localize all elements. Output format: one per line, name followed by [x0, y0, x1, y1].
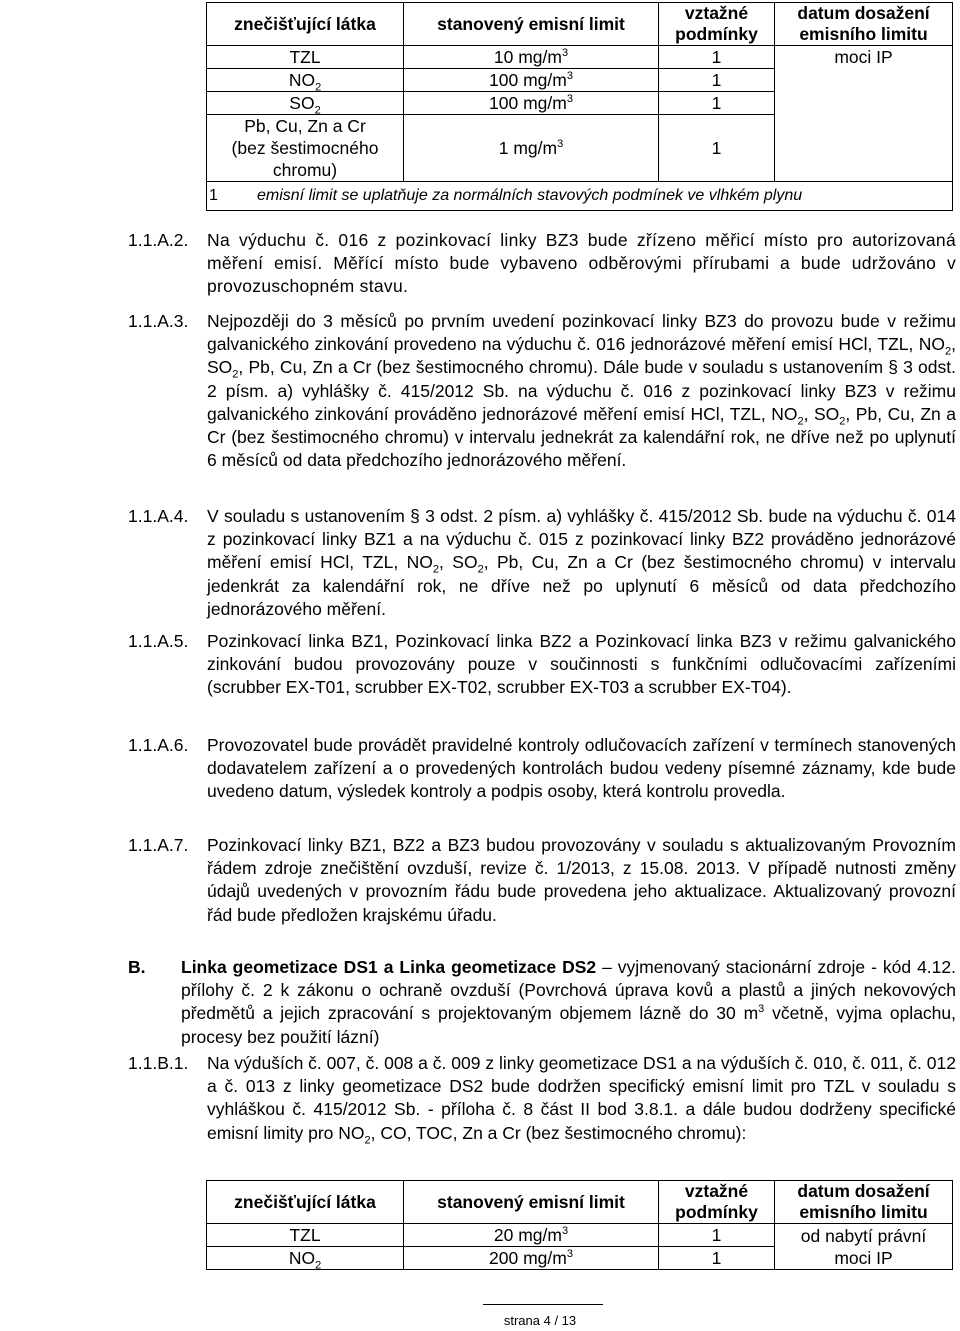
header-pollutant: znečišťující látka [207, 3, 404, 46]
pollutant-cell: $SO_2$ [207, 92, 404, 115]
section-letter: B. [128, 957, 146, 977]
table-row [207, 69, 953, 92]
deadline-cell: moci IP [775, 46, 953, 69]
item-text: Pozinkovací linka BZ1, Pozinkovací linka BZ2 a Pozinkovací linka BZ3 v režimu galvanického zinkování budou provozovány pouze v součinnosti s funkčními odlučovacími zařízeními (scrubber EX-T01, scrubber EX-T02, scrubber EX-T03 a scrubber EX-T04). [207, 631, 956, 698]
item-number: 1.1.A.2. [128, 230, 189, 250]
pollutant-cell: Pb, Cu, Zn a Cr (bez šestimocného chromu) [207, 115, 404, 182]
item-number: 1.1.A.6. [128, 735, 189, 755]
limit-cell: 200 $mg/m^3$ [404, 1247, 659, 1270]
header-conditions: vztažné podmínky [659, 1181, 775, 1224]
page-number: strana 4 / 13 [503, 1313, 577, 1328]
condition-item-1-1-a-2 [128, 229, 958, 299]
table-row [207, 1224, 953, 1247]
condition-item-1-1-a-5 [128, 630, 958, 700]
conditions-cell: 1 [659, 69, 775, 92]
conditions-cell: 1 [659, 46, 775, 69]
table-footnote-row [207, 182, 953, 211]
condition-item-1-1-a-3 [128, 310, 958, 472]
pollutant-cell: $NO_2$ [207, 1247, 404, 1270]
conditions-cell: 1 [659, 115, 775, 182]
footer-divider [483, 1304, 603, 1305]
table-row [207, 115, 953, 182]
item-text: Nejpozději do 3 měsíců po prvním uvedení pozinkovací linky BZ3 do provozu bude v režimu galvanického zinkování provedeno na výduchu č. 016 jednorázové měření emisí HCl, TZL, $NO_2$, $SO_2$, Pb, Cu, Zn a Cr (bez šestimocného chromu). Dále bude v souladu s ustanovením § 3 odst. 2 písm. a) vyhlášky č. 415/2012 Sb. na výduchu č. 016 z pozinkovací linky BZ3 v režimu galvanického zinkování prováděno jednorázové měření emisí HCl, TZL, $NO_2$, $SO_2$, Pb, Cu, Zn a Cr (bez šestimocného chromu) v intervalu jednekrát za kalendářní rok, ne dříve než po uplynutí 6 měsíců od data předchozího jednorázového měření. [207, 311, 956, 471]
item-text: Na výduchu č. 016 z pozinkovací linky BZ3 bude zřízeno měřicí místo pro autorizovaná měření emisí. Měřící místo bude vybaveno odběrovými přírubami a bude udržováno v provozuschopném stavu. [207, 230, 956, 297]
item-text: Na výduších č. 007, č. 008 a č. 009 z linky geometizace DS1 a na výduších č. 010, č. 011, č. 012 a č. 013 z linky geometizace DS2 bude dodržen specifický emisní limit pro TZL v souladu s vyhláškou č. 415/2012 Sb. - příloha č. 8 část II bod 3.8.1. a dále budou dodrženy specifické emisní limity pro $NO_2$, CO, TOC, Zn a Cr (bez šestimocného chromu): [207, 1053, 956, 1147]
pollutant-cell: TZL [207, 46, 404, 69]
condition-item-1-1-a-7 [128, 834, 958, 927]
condition-item-1-1-a-6 [128, 734, 958, 804]
conditions-cell: 1 [659, 1247, 775, 1270]
table-row [207, 92, 953, 115]
limit-cell: 1 $mg/m^3$ [404, 115, 659, 182]
header-limit: stanovený emisní limit [404, 3, 659, 46]
condition-item-1-1-a-4 [128, 505, 958, 621]
conditions-cell: 1 [659, 1224, 775, 1247]
emission-limits-table-2 [206, 1180, 953, 1270]
header-deadline: datum dosažení emisního limitu [775, 1181, 953, 1224]
header-deadline: datum dosažení emisního limitu [775, 3, 953, 46]
section-title: Linka geometizace DS1 a Linka geometizace DS2 [181, 957, 597, 977]
table-footnote: 1 emisní limit se uplatňuje za normálních stavových podmínek ve vlhkém plynu [207, 182, 953, 211]
pollutant-cell: TZL [207, 1224, 404, 1247]
item-number: 1.1.A.7. [128, 835, 189, 855]
item-number: 1.1.A.3. [128, 311, 189, 331]
header-conditions: vztažné podmínky [659, 3, 775, 46]
table-header-row [207, 1181, 953, 1224]
section-text: Linka geometizace DS1 a Linka geometizace DS2 – vyjmenovaný stacionární zdroje - kód 4.12. přílohy č. 2 k zákonu o ochraně ovzduší (Povrchová úprava kovů a plastů a jiných nekovových předmětů a jejich zpracování s projektovaným objemem lázně do 30 $m^3$ včetně, vyjma oplachu, procesy bez použití lázní) [181, 957, 957, 1047]
item-number: 1.1.A.5. [128, 631, 189, 651]
header-limit: stanovený emisní limit [404, 1181, 659, 1224]
item-number: 1.1.A.4. [128, 506, 189, 526]
section-b [128, 956, 958, 1049]
limit-cell: 100 $mg/m^3$ [404, 69, 659, 92]
item-text: Pozinkovací linky BZ1, BZ2 a BZ3 budou provozovány v souladu s aktualizovaným Provozním řádem zdroje znečištění ovzduší, revize č. 1/2013, z 15.08. 2013. V případě nutnosti změny údajů uvedených v provozním řádu bude provedena jeho aktualizace. Aktualizovaný provozní řád bude předložen krajskému úřadu. [207, 835, 956, 925]
limit-cell: 100 $mg/m^3$ [404, 92, 659, 115]
table-row [207, 46, 953, 69]
emission-limits-table-1 [206, 2, 953, 211]
table-header-row [207, 3, 953, 46]
condition-item-1-1-b-1 [128, 1052, 958, 1145]
limit-cell: 20 $mg/m^3$ [404, 1224, 659, 1247]
header-pollutant: znečišťující látka [207, 1181, 404, 1224]
item-text: V souladu s ustanovením § 3 odst. 2 písm. a) vyhlášky č. 415/2012 Sb. bude na výduchu č. 014 z pozinkovací linky BZ1 a na výduchu č. 015 z pozinkovací linky BZ2 prováděno jednorázové měření emisí HCl, TZL, $NO_2$, $SO_2$, Pb, Cu, Zn a Cr (bez šestimocného chromu) v intervalu jedenkrát za kalendářní rok, ne dříve než po uplynutí 6 měsíců od data předchozího jednorázového měření. [207, 506, 956, 619]
item-text: Provozovatel bude provádět pravidelné kontroly odlučovacích zařízení v termínech stanovených dodavatelem zařízení a o provedených kontrolách budou vedeny písemné záznamy, kde bude uvedeno datum, výsledek kontroly a podpis osoby, která kontrolu provedla. [207, 735, 956, 802]
pollutant-cell: $NO_2$ [207, 69, 404, 92]
item-number: 1.1.B.1. [128, 1053, 189, 1073]
limit-cell: 10 $mg/m^3$ [404, 46, 659, 69]
deadline-cell: od nabytí právní moci IP [775, 1224, 953, 1270]
conditions-cell: 1 [659, 92, 775, 115]
